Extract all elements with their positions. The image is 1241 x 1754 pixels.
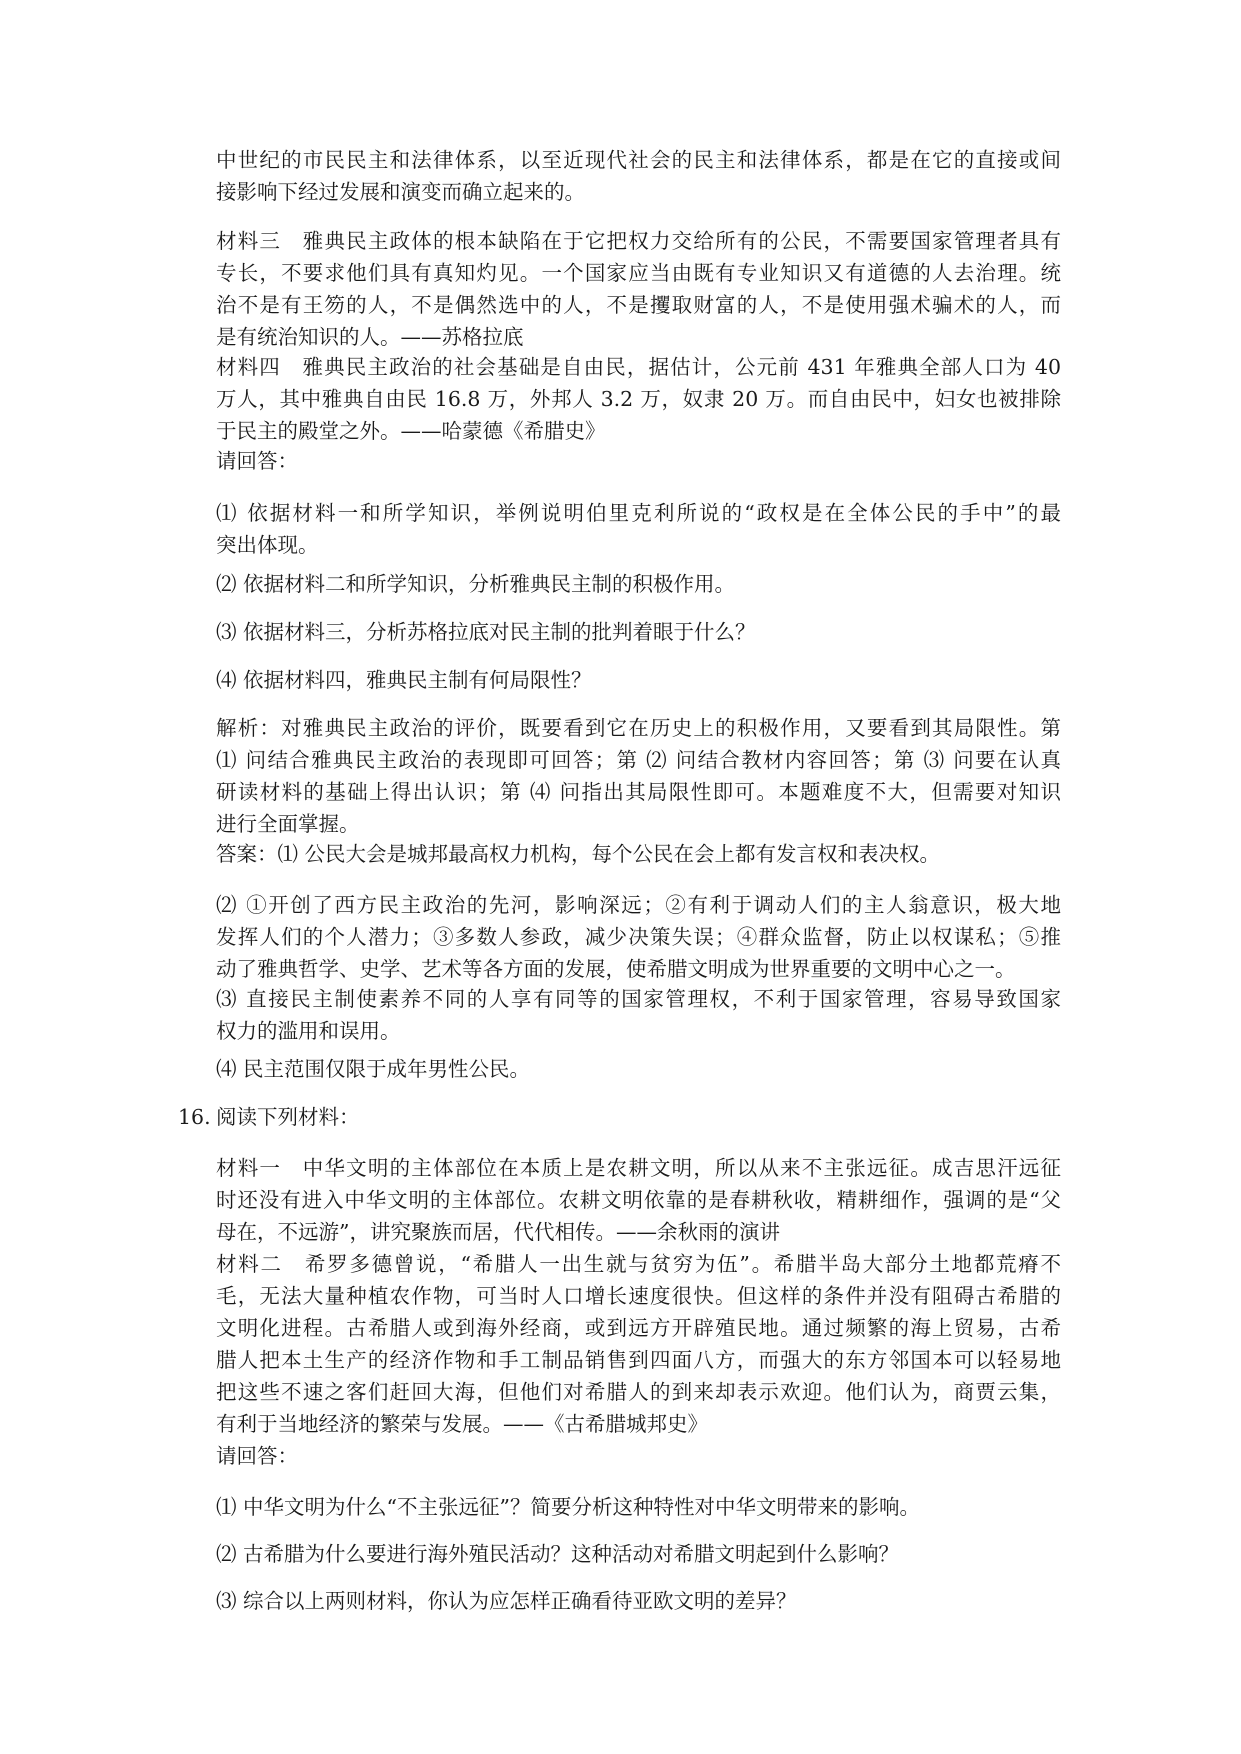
text-line: 解析：对雅典民主政治的评价，既要看到它在历史上的积极作用，又要看到其局限性。第 xyxy=(216,716,1061,740)
text-line: 接影响下经过发展和演变而确立起来的。 xyxy=(216,180,585,204)
text-line: 是有统治知识的人。——苏格拉底 xyxy=(216,325,524,349)
text-line: 毛，无法大量种植农作物，可当时人口增长速度很快。但这样的条件并没有阻碍古希腊的 xyxy=(216,1284,1061,1308)
text-line: 答案：⑴ 公民大会是城邦最高权力机构，每个公民在会上都有发言权和表决权。 xyxy=(216,842,941,866)
question-15-1 xyxy=(216,497,1061,561)
text-line: ⑵ 依据材料二和所学知识，分析雅典民主制的积极作用。 xyxy=(216,572,736,596)
question-16-3 xyxy=(216,1585,1061,1617)
text-line: ⑴ 依据材料一和所学知识，举例说明伯里克利所说的“政权是在全体公民的手中”的最 xyxy=(216,501,1061,525)
text-line: 发挥人们的个人潜力；③多数人参政，减少决策失误；④群众监督，防止以权谋私；⑤推 xyxy=(216,925,1061,949)
text-line: 中世纪的市民民主和法律体系，以至近现代社会的民主和法律体系，都是在它的直接或间 xyxy=(216,148,1061,172)
paragraph-16-material-two xyxy=(216,1248,1061,1440)
question-16-1 xyxy=(216,1491,1061,1523)
text-line: 请回答： xyxy=(216,1444,298,1468)
question-15-4 xyxy=(216,664,1061,696)
paragraph-please-answer xyxy=(216,445,1061,477)
question-16-title xyxy=(216,1101,1061,1133)
text-line: ⑵ ①开创了西方民主政治的先河，影响深远；②有利于调动人们的主人翁意识，极大地 xyxy=(216,893,1061,917)
paragraph-please-answer-16 xyxy=(216,1440,1061,1472)
text-line: 专长，不要求他们具有真知灼见。一个国家应当由既有专业知识又有道德的人去治理。统 xyxy=(216,261,1061,285)
text-line: ⑴ 中华文明为什么“不主张远征”？简要分析这种特性对中华文明带来的影响。 xyxy=(216,1495,920,1519)
text-line: ⑴ 问结合雅典民主政治的表现即可回答；第 ⑵ 问结合教材内容回答；第 ⑶ 问要在认真 xyxy=(216,748,1061,772)
text-line: 治不是有王笏的人，不是偶然选中的人，不是攫取财富的人，不是使用强术骗术的人，而 xyxy=(216,293,1061,317)
paragraph-analysis xyxy=(216,712,1061,840)
answer-15-2 xyxy=(216,889,1061,985)
question-16-2 xyxy=(216,1538,1061,1570)
text-line: 万人，其中雅典自由民 16.8 万，外邦人 3.2 万，奴隶 20 万。而自由民中，妇女也被排除 xyxy=(216,387,1061,411)
answer-15-1 xyxy=(216,838,1061,870)
text-line: 材料一 中华文明的主体部位在本质上是农耕文明，所以从来不主张远征。成吉思汗远征 xyxy=(216,1156,1061,1180)
text-line: 权力的滥用和误用。 xyxy=(216,1019,401,1043)
text-line: 突出体现。 xyxy=(216,533,319,557)
text-line: 有利于当地经济的繁荣与发展。——《古希腊城邦史》 xyxy=(216,1412,708,1436)
text-line: 材料四 雅典民主政治的社会基础是自由民，据估计，公元前 431 年雅典全部人口为 40 xyxy=(216,355,1061,379)
text-line: 阅读下列材料： xyxy=(216,1105,360,1129)
text-line: ⑷ 依据材料四，雅典民主制有何局限性？ xyxy=(216,668,592,692)
text-line: 进行全面掌握。 xyxy=(216,812,360,836)
text-line: 于民主的殿堂之外。——哈蒙德《希腊史》 xyxy=(216,419,606,443)
text-line: 研读材料的基础上得出认识；第 ⑷ 问指出其局限性即可。本题难度不大，但需要对知识 xyxy=(216,780,1061,804)
paragraph-material-three xyxy=(216,225,1061,353)
paragraph-16-material-one xyxy=(216,1152,1061,1248)
question-15-3 xyxy=(216,616,1061,648)
text-line: ⑶ 直接民主制使素养不同的人享有同等的国家管理权，不利于国家管理，容易导致国家 xyxy=(216,987,1061,1011)
answer-15-3 xyxy=(216,983,1061,1047)
text-line: 请回答： xyxy=(216,449,298,473)
text-line: ⑶ 综合以上两则材料，你认为应怎样正确看待亚欧文明的差异？ xyxy=(216,1589,797,1613)
text-line: 母在，不远游”，讲究聚族而居，代代相传。——余秋雨的演讲 xyxy=(216,1220,780,1244)
text-line: ⑶ 依据材料三，分析苏格拉底对民主制的批判着眼于什么？ xyxy=(216,620,756,644)
text-line: 文明化进程。古希腊人或到海外经商，或到远方开辟殖民地。通过频繁的海上贸易，古希 xyxy=(216,1316,1061,1340)
paragraph-material-two-continued xyxy=(216,144,1061,208)
text-line: ⑵ 古希腊为什么要进行海外殖民活动？这种活动对希腊文明起到什么影响？ xyxy=(216,1542,900,1566)
question-number: 16. xyxy=(178,1105,211,1129)
text-line: 材料三 雅典民主政体的根本缺陷在于它把权力交给所有的公民，不需要国家管理者具有 xyxy=(216,229,1061,253)
text-line: 把这些不速之客们赶回大海，但他们对希腊人的到来却表示欢迎。他们认为，商贾云集， xyxy=(216,1380,1061,1404)
text-line: ⑷ 民主范围仅限于成年男性公民。 xyxy=(216,1057,531,1081)
answer-15-4 xyxy=(216,1053,1061,1085)
paragraph-material-four xyxy=(216,351,1061,447)
text-line: 时还没有进入中华文明的主体部位。农耕文明依靠的是春耕秋收，精耕细作，强调的是“父 xyxy=(216,1188,1061,1212)
question-15-2 xyxy=(216,568,1061,600)
text-line: 腊人把本土生产的经济作物和手工制品销售到四面八方，而强大的东方邻国本可以轻易地 xyxy=(216,1348,1061,1372)
text-line: 材料二 希罗多德曾说，“希腊人一出生就与贫穷为伍”。希腊半岛大部分土地都荒瘠不 xyxy=(216,1252,1061,1276)
text-line: 动了雅典哲学、史学、艺术等各方面的发展，使希腊文明成为世界重要的文明中心之一。 xyxy=(216,957,1016,981)
